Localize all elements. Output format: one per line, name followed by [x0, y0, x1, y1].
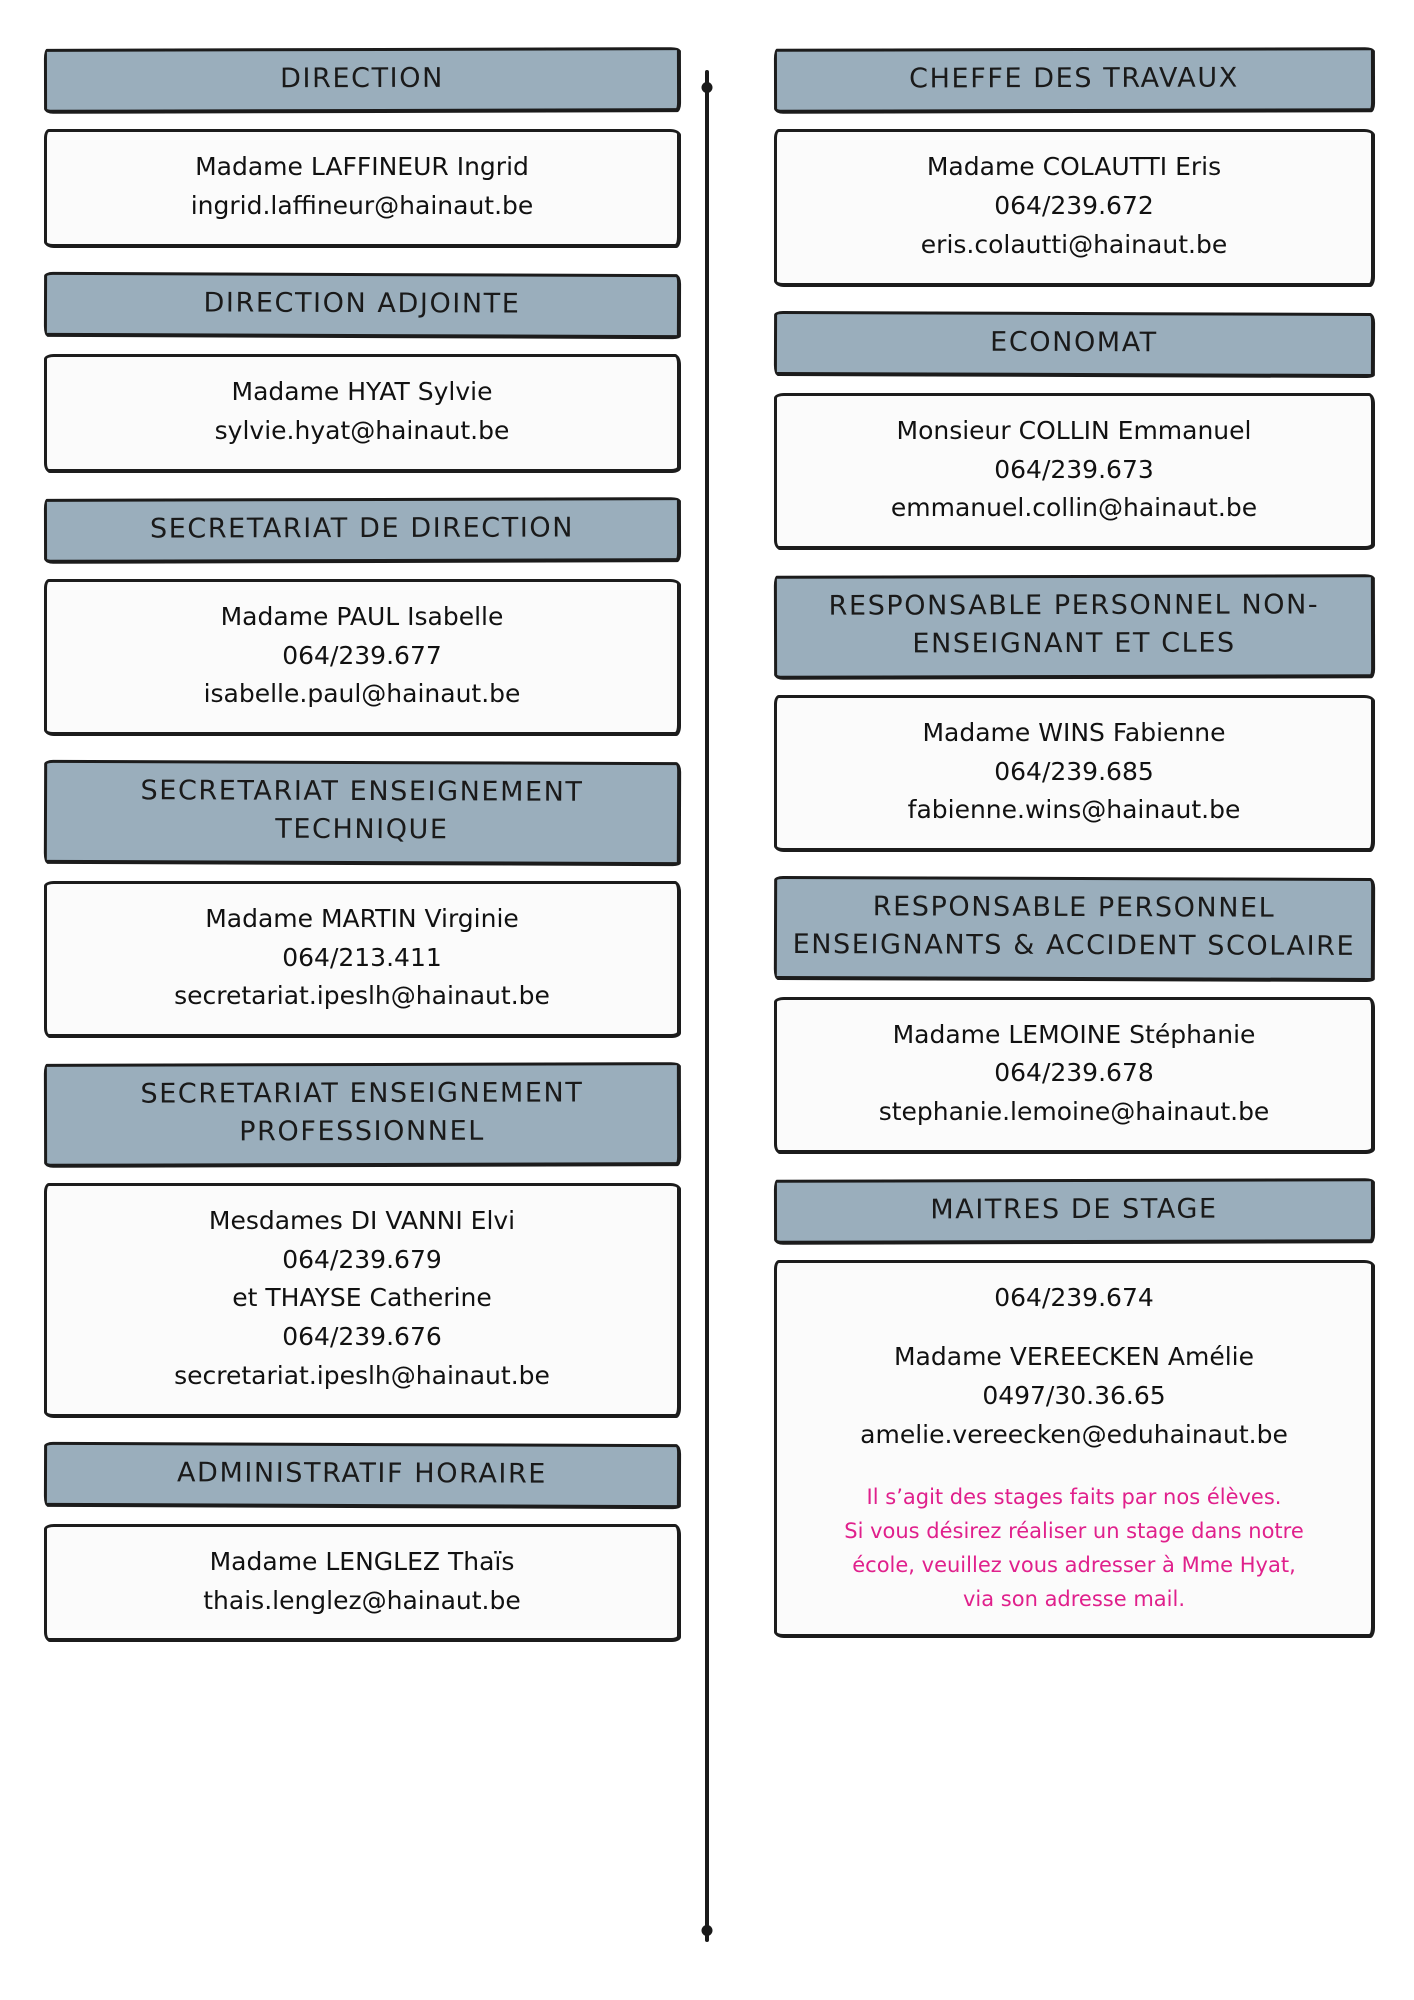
note-line: Il s’agit des stages faits par nos élèves. — [866, 1485, 1282, 1510]
contact-phone[interactable]: 064/213.411 — [282, 942, 442, 972]
contact-email[interactable]: sylvie.hyat@hainaut.be — [214, 415, 510, 445]
contact-card-secretariat-professionnel — [44, 1183, 680, 1417]
section-header-economat: ECONOMAT — [774, 311, 1374, 377]
contact-card-secretariat-direction — [44, 579, 680, 735]
contact-name: Madame COLAUTTI Eris — [926, 152, 1222, 182]
section-header-secretariat-professionnel: SECRETARIAT ENSEIGNEMENT PROFESSIONNEL — [44, 1062, 680, 1166]
contact-card-economat — [774, 393, 1374, 549]
contact-phone[interactable]: 064/239.672 — [994, 191, 1154, 221]
contact-card-cheffe-travaux — [774, 129, 1374, 285]
contact-card-maitres-de-stage — [774, 1260, 1374, 1637]
contact-email[interactable]: eris.colautti@hainaut.be — [920, 229, 1228, 259]
note-line: école, veuillez vous adresser à Mme Hyat, — [852, 1553, 1296, 1578]
contact-name: Mesdames DI VANNI Elvi — [208, 1205, 516, 1235]
right-column — [734, 48, 1374, 1960]
contact-email[interactable]: fabienne.wins@hainaut.be — [907, 795, 1241, 825]
section-header-direction: DIRECTION — [44, 47, 680, 113]
contact-mobile[interactable]: 0497/30.36.65 — [982, 1380, 1166, 1410]
contact-name: Madame HYAT Sylvie — [231, 377, 493, 407]
section-header-secretariat-technique: SECRETARIAT ENSEIGNEMENT TECHNIQUE — [44, 760, 680, 865]
note-line: Si vous désirez réaliser un stage dans notre — [844, 1519, 1304, 1544]
contact-name: Madame LENGLEZ Thaïs — [209, 1546, 515, 1576]
section-header-direction-adjointe: DIRECTION ADJOINTE — [44, 272, 680, 339]
contact-email[interactable]: secretariat.ipeslh@hainaut.be — [174, 981, 550, 1011]
section-header-maitres-de-stage: MAITRES DE STAGE — [774, 1178, 1374, 1244]
contact-phone[interactable]: 064/239.677 — [282, 640, 442, 670]
contact-phone-secondary[interactable]: 064/239.676 — [282, 1322, 442, 1352]
contact-phone[interactable]: 064/239.685 — [994, 756, 1154, 786]
divider-dot-bottom — [702, 1925, 713, 1936]
section-header-administratif-horaire: ADMINISTRATIF HORAIRE — [44, 1441, 680, 1508]
contact-card-direction-adjointe — [44, 354, 680, 472]
section-header-secretariat-direction: SECRETARIAT DE DIRECTION — [44, 497, 680, 563]
contact-card-secretariat-technique — [44, 881, 680, 1037]
contact-phone[interactable]: 064/239.673 — [994, 454, 1154, 484]
contact-card-responsable-non-enseignant — [774, 695, 1374, 851]
contact-card-administratif-horaire — [44, 1524, 680, 1642]
contact-email[interactable]: isabelle.paul@hainaut.be — [203, 679, 521, 709]
contact-phone[interactable]: 064/239.678 — [994, 1058, 1154, 1088]
internship-note — [795, 1480, 1353, 1616]
contact-name: Monsieur COLLIN Emmanuel — [896, 415, 1252, 445]
section-header-cheffe-travaux: CHEFFE DES TRAVAUX — [774, 47, 1374, 113]
contact-name: Madame WINS Fabienne — [922, 717, 1226, 747]
contact-email[interactable]: emmanuel.collin@hainaut.be — [890, 493, 1258, 523]
contact-card-direction — [44, 129, 680, 247]
divider-line — [705, 70, 709, 1942]
contact-name: Madame LAFFINEUR Ingrid — [195, 152, 529, 182]
contact-name: Madame PAUL Isabelle — [220, 601, 504, 631]
contact-email[interactable]: ingrid.laffineur@hainaut.be — [190, 191, 534, 221]
contact-name: Madame VEREECKEN Amélie — [893, 1342, 1255, 1372]
note-line: via son adresse mail. — [962, 1587, 1186, 1612]
contact-email[interactable]: thais.lenglez@hainaut.be — [203, 1585, 521, 1615]
spacer — [795, 1318, 1353, 1338]
contact-phone[interactable]: 064/239.679 — [282, 1244, 442, 1274]
left-column — [40, 48, 680, 1960]
contact-name: Madame MARTIN Virginie — [205, 903, 519, 933]
section-header-responsable-enseignants: RESPONSABLE PERSONNEL ENSEIGNANTS & ACCIDENT SCOLAIRE — [774, 876, 1374, 981]
contact-phone[interactable]: 064/239.674 — [994, 1283, 1154, 1313]
contact-name-secondary: et THAYSE Catherine — [232, 1283, 492, 1313]
contact-email[interactable]: stephanie.lemoine@hainaut.be — [878, 1097, 1270, 1127]
contact-email[interactable]: secretariat.ipeslh@hainaut.be — [174, 1360, 550, 1390]
contact-name: Madame LEMOINE Stéphanie — [892, 1019, 1256, 1049]
divider-dot-top — [702, 82, 713, 93]
column-divider — [680, 48, 734, 1960]
section-header-responsable-non-enseignant: RESPONSABLE PERSONNEL NON-ENSEIGNANT ET CLES — [774, 574, 1374, 678]
contact-email[interactable]: amelie.vereecken@eduhainaut.be — [860, 1419, 1288, 1449]
contact-card-responsable-enseignants — [774, 997, 1374, 1153]
